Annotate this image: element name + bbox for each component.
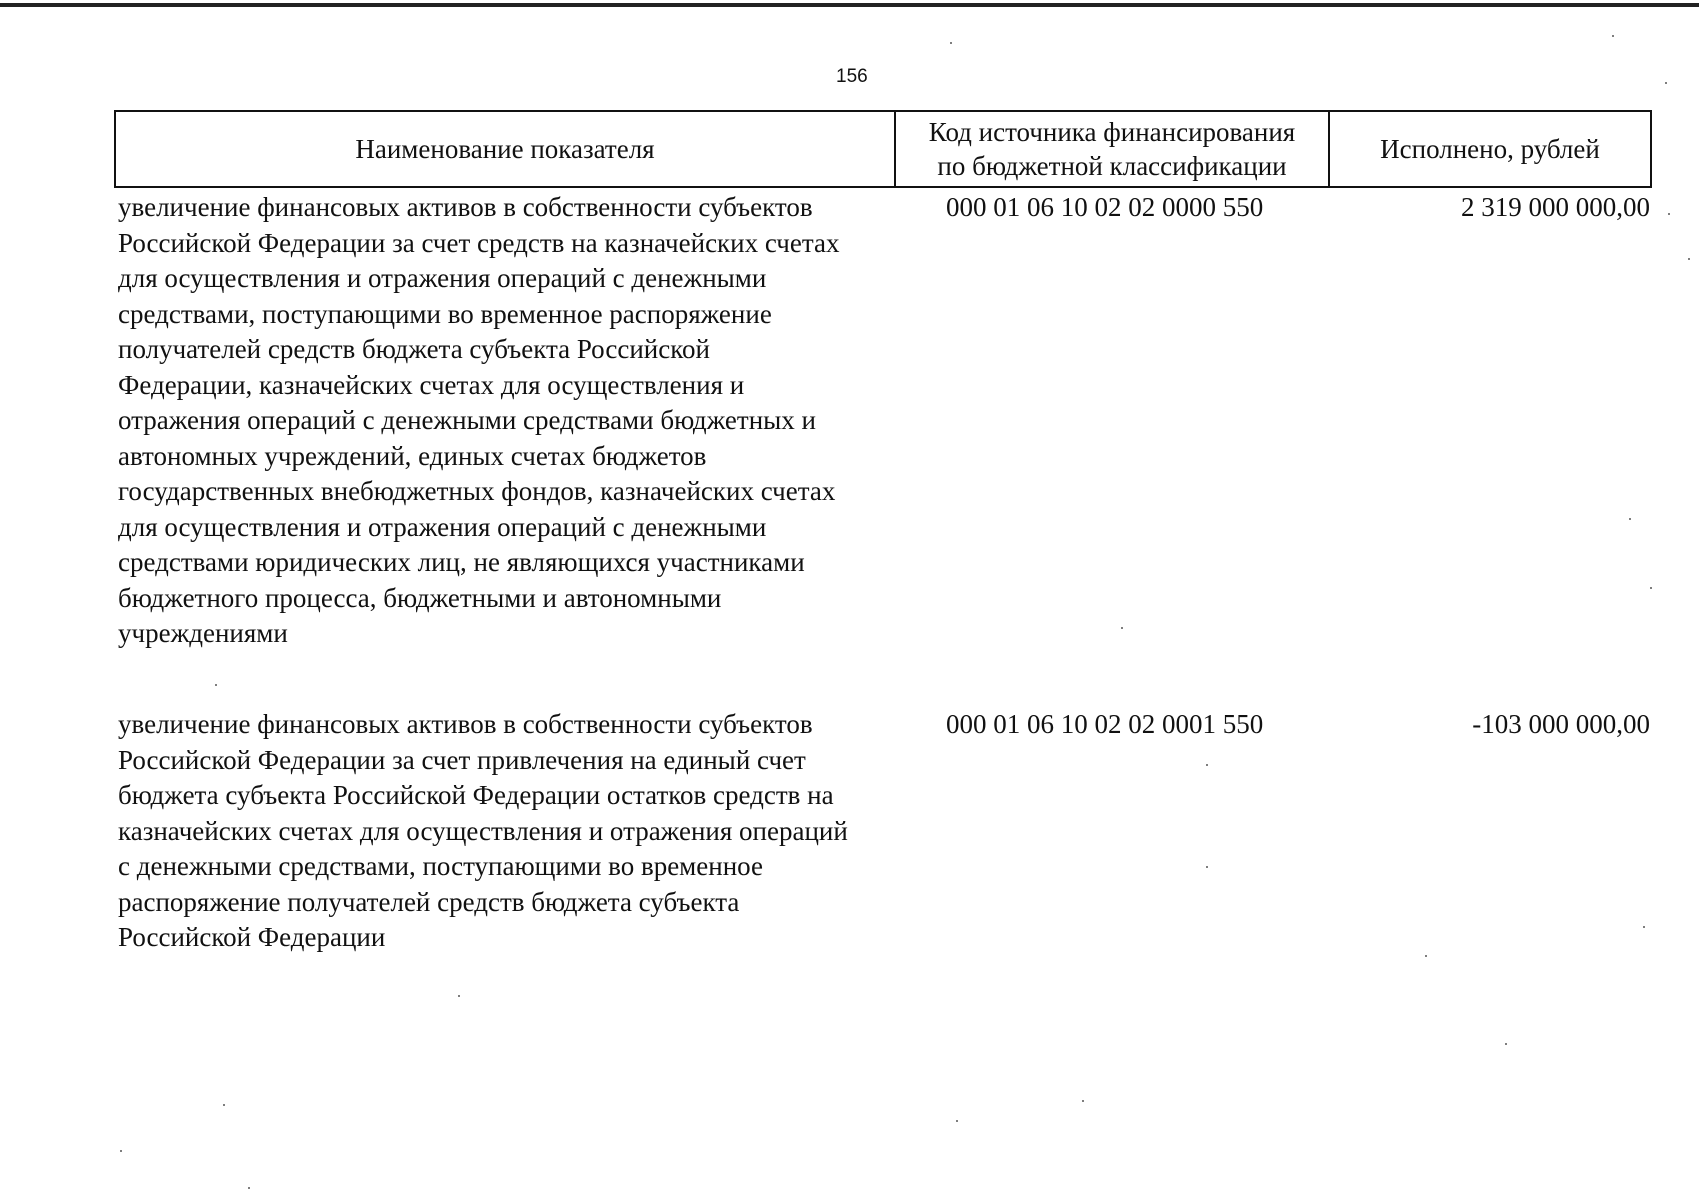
row-executed-amount: 2 319 000 000,00 xyxy=(1461,192,1650,222)
scan-speck xyxy=(223,1104,225,1106)
scan-speck xyxy=(120,1150,122,1152)
header-indicator-name xyxy=(116,112,896,186)
row-source-code: 000 01 06 10 02 02 0000 550 xyxy=(946,192,1264,222)
scan-speck xyxy=(1629,518,1631,520)
scan-speck xyxy=(1505,1043,1507,1045)
scan-speck xyxy=(1665,82,1667,84)
header-executed-amount xyxy=(1330,112,1650,186)
scan-speck xyxy=(1082,1100,1084,1102)
page-number: 156 xyxy=(836,66,868,87)
scan-speck xyxy=(1206,764,1208,766)
scan-speck xyxy=(1425,955,1427,957)
scan-speck xyxy=(1688,258,1690,260)
row-source-code: 000 01 06 10 02 02 0001 550 xyxy=(946,709,1264,739)
header-executed-amount-label: Исполнено, рублей xyxy=(1380,134,1600,164)
scan-speck xyxy=(1121,627,1123,629)
scan-speck xyxy=(1612,35,1614,37)
row-indicator-name: увеличение финансовых активов в собственности субъектов Российской Федерации за счет привлечения на единый счет бюджета субъекта Российской Федерации остатков средств на казначейских счетах для осуществления и отражения операций с денежными средствами, поступающими во временное распоряжение получателей средств бюджета субъекта Российской Федерации xyxy=(118,709,848,952)
scan-speck xyxy=(458,995,460,997)
scan-speck xyxy=(1668,213,1670,215)
scan-speck xyxy=(215,684,217,686)
scan-speck xyxy=(1643,926,1645,928)
scan-speck xyxy=(950,42,952,44)
row-indicator-name: увеличение финансовых активов в собственности субъектов Российской Федерации за счет средств на казначейских счетах для осуществления и отражения операций с денежными средствами, поступающими во временное распоряжение получателей средств бюджета субъекта Российской Федерации, казначейских счетах для осуществления и отражения операций с денежными средствами бюджетных и автономных учреждений, единых счетах бюджетов государственных внебюджетных фондов, казначейских счетах для осуществления и отражения операций с денежными средствами юридических лиц, не являющихся участниками бюджетного процесса, бюджетными и автономными учреждениями xyxy=(118,192,840,648)
scan-speck xyxy=(1206,866,1208,868)
header-indicator-name-label: Наименование показателя xyxy=(355,134,655,164)
scan-speck xyxy=(248,1187,250,1189)
top-border-line xyxy=(0,3,1699,7)
row-executed-amount: -103 000 000,00 xyxy=(1472,709,1650,739)
table-header xyxy=(114,110,1652,188)
scan-speck xyxy=(956,1120,958,1122)
header-source-code-label: Код источника финансирования по бюджетной классификации xyxy=(928,117,1296,181)
scan-speck xyxy=(1650,587,1652,589)
header-source-code xyxy=(896,112,1330,186)
